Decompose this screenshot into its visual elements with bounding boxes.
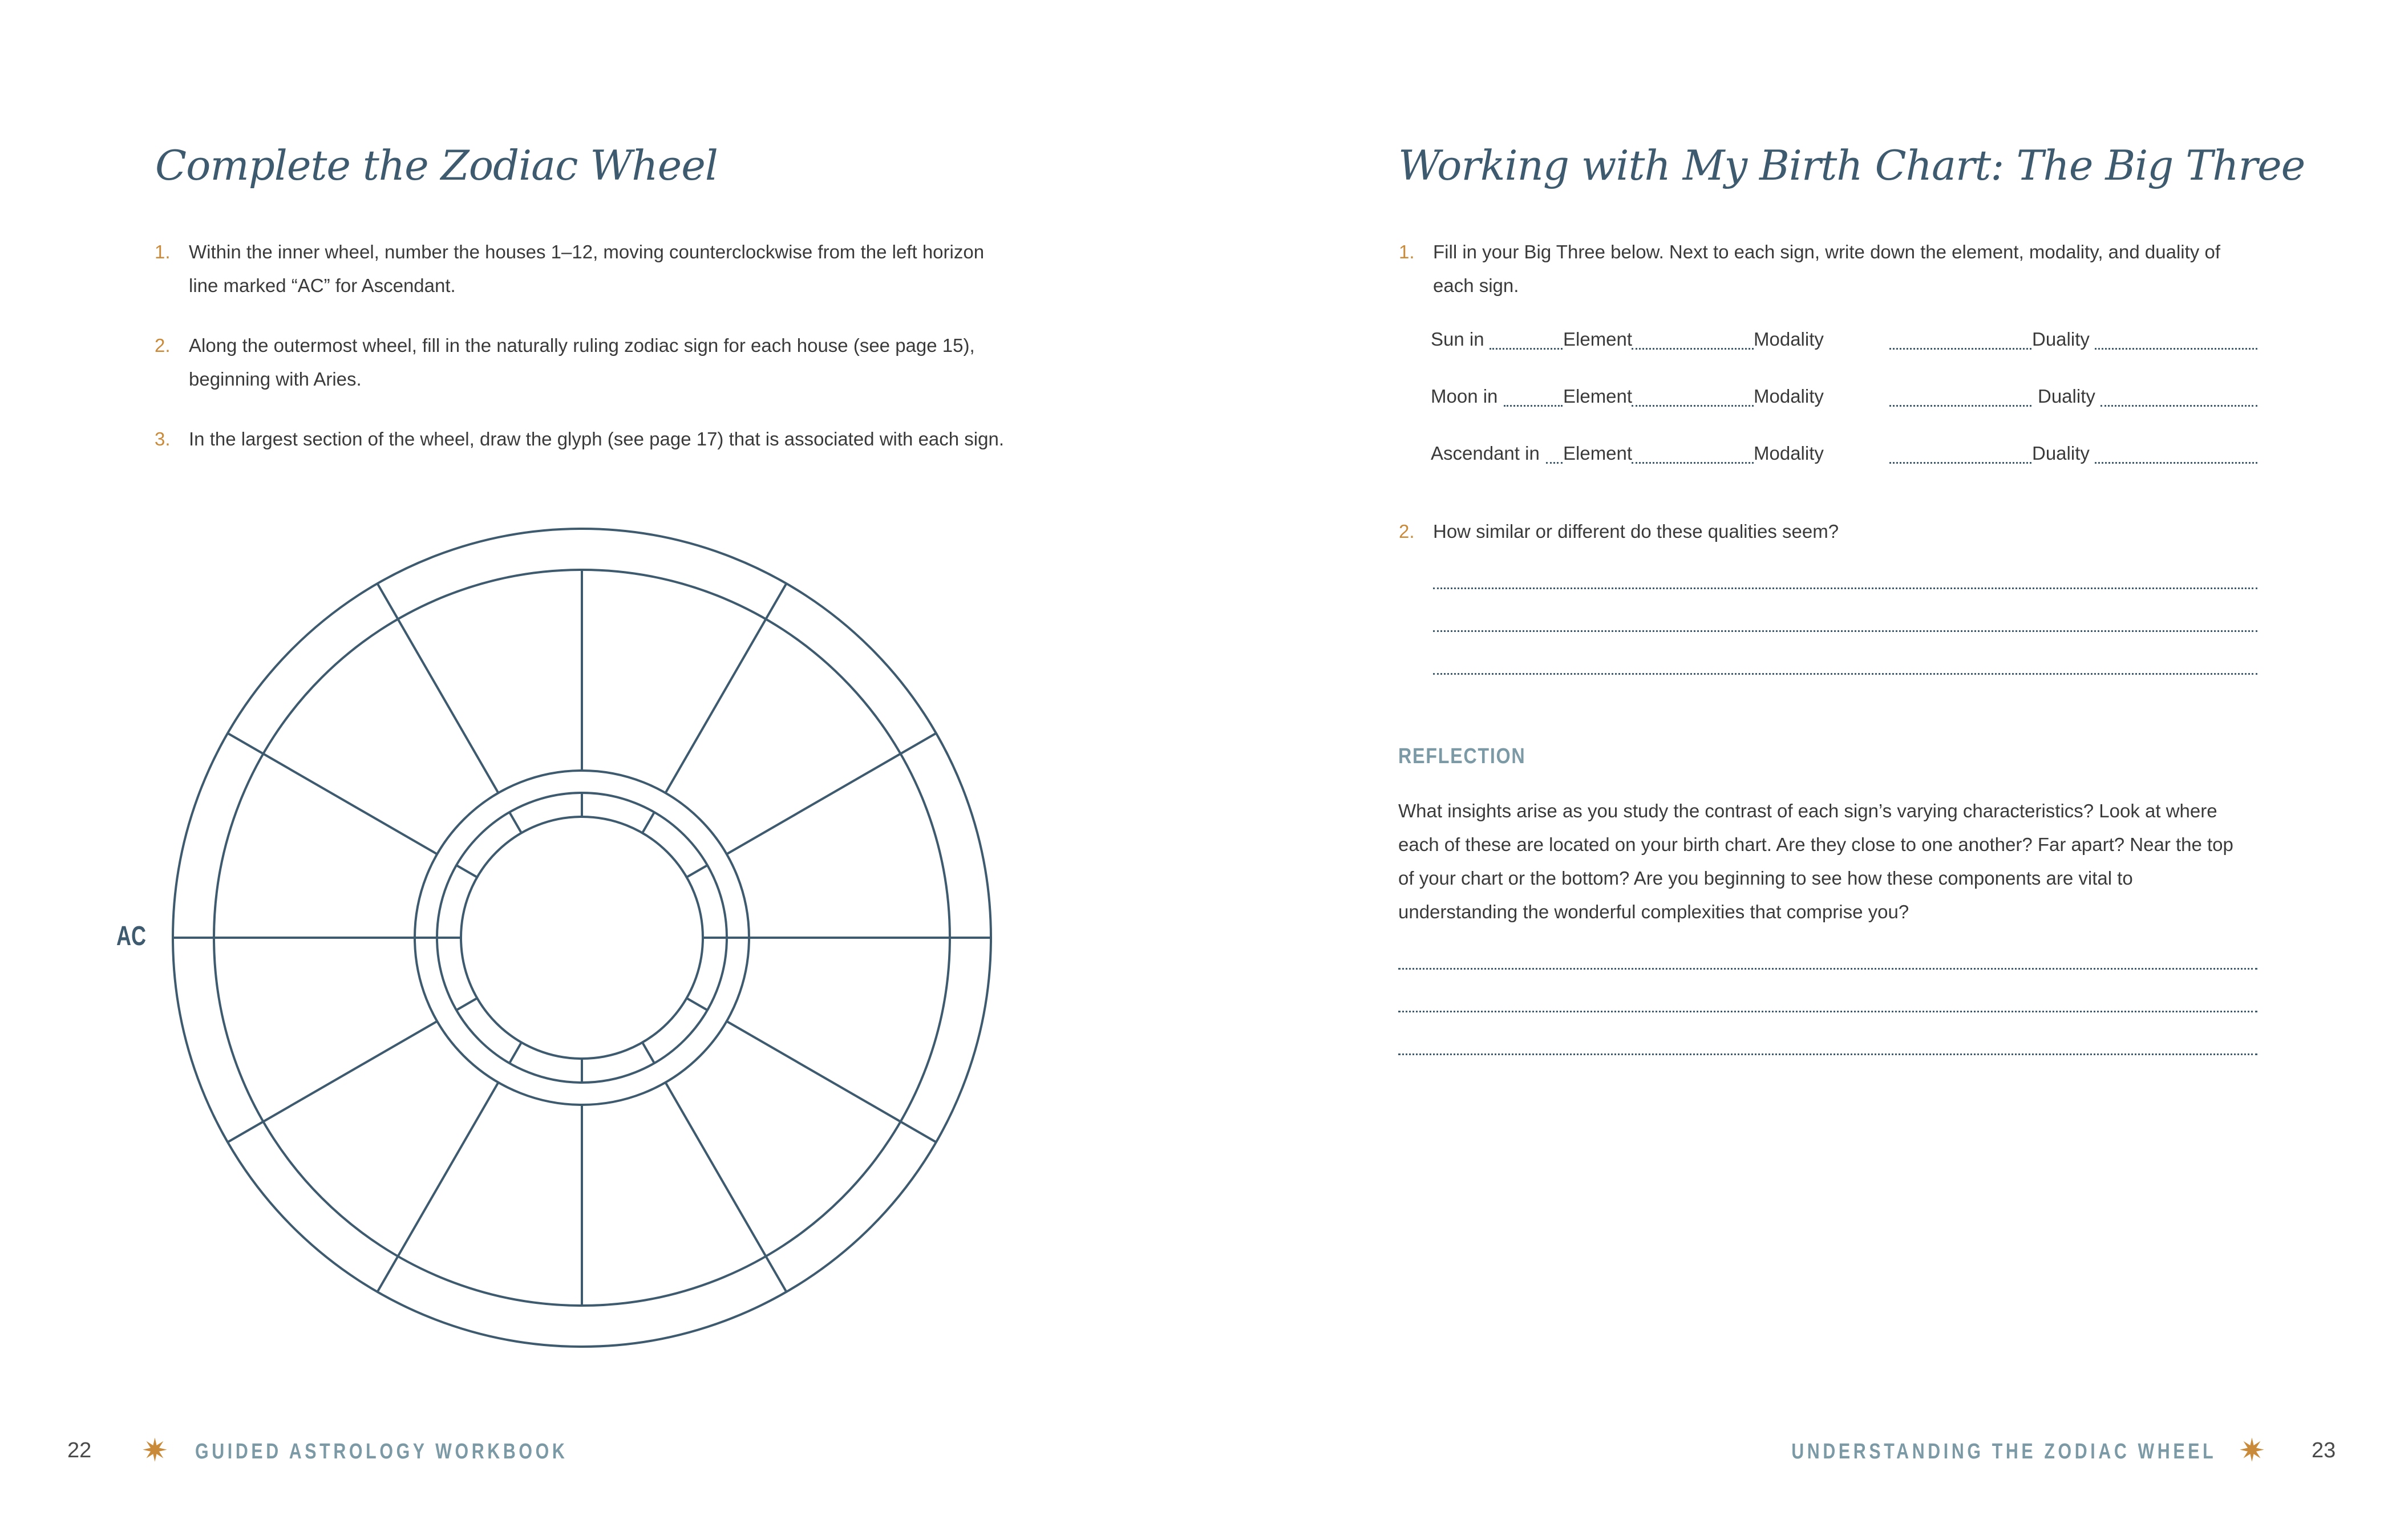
modality-blank[interactable] [1889, 405, 2031, 407]
house-divider [666, 1083, 766, 1257]
house-divider [398, 1083, 499, 1257]
ascendant-label: AC [116, 921, 146, 951]
sign-divider [228, 1122, 263, 1142]
duality-blank[interactable] [2100, 405, 2257, 407]
sign-label: Ascendant in [1431, 443, 1540, 464]
modality-blank[interactable] [1889, 348, 2031, 350]
house-divider [456, 865, 477, 877]
modality-label: Modality [1754, 386, 1824, 407]
instruction-number: 3. [155, 428, 171, 449]
question-number: 1. [1399, 241, 1415, 262]
house-divider [509, 1043, 521, 1063]
house-divider [687, 865, 707, 877]
duality-blank[interactable] [2095, 348, 2257, 350]
house-divider [456, 998, 477, 1010]
instruction-number: 1. [155, 241, 171, 262]
element-blank[interactable] [1632, 348, 1754, 350]
right-page-title: Working with My Birth Chart: The Big Three [1398, 141, 2305, 189]
sign-divider [228, 733, 263, 754]
star-icon: ✷ [141, 1432, 168, 1468]
house-divider [509, 812, 521, 833]
sign-blank[interactable] [1546, 462, 1563, 464]
sign-divider [766, 1257, 787, 1292]
page-number-right: 23 [2312, 1438, 2336, 1462]
sign-divider [766, 583, 787, 619]
question-text: How similar or different do these qualities seem? [1433, 521, 1839, 542]
house-divider [727, 1022, 901, 1122]
house-divider [727, 754, 901, 854]
element-blank[interactable] [1632, 405, 1754, 407]
modality-label: Modality [1754, 443, 1824, 464]
reflection-heading: REFLECTION [1398, 744, 1526, 768]
house-divider [687, 998, 707, 1010]
answer-line[interactable] [1433, 673, 2257, 675]
sign-divider [378, 583, 398, 619]
house-divider [642, 812, 654, 833]
duality-label: Duality [2032, 443, 2090, 464]
instruction-text: Along the outermost wheel, fill in the naturally ruling zodiac sign for each house (see page 15), beginning with Aries. [189, 335, 975, 390]
reflection-text: What insights arise as you study the contrast of each sign’s varying characteristics? Look at where each of these are located on your birth chart. Are they close to one another? Far apart? Near the top of your chart or the bottom? Are you beginning to see how these components are vital to understanding the wonderful complexities that comprise you? [1398, 800, 2233, 922]
wheel-ring-5 [461, 817, 703, 1059]
house-divider [398, 619, 499, 793]
element-label: Element [1563, 443, 1633, 464]
duality-label: Duality [2038, 386, 2095, 407]
star-icon: ✷ [2239, 1432, 2265, 1468]
reflection-line[interactable] [1398, 1011, 2257, 1012]
sign-divider [378, 1257, 398, 1292]
answer-line[interactable] [1433, 630, 2257, 632]
instruction-number: 2. [155, 335, 171, 356]
element-blank[interactable] [1632, 462, 1754, 464]
answer-line[interactable] [1433, 587, 2257, 589]
duality-blank[interactable] [2095, 462, 2257, 464]
modality-blank[interactable] [1889, 462, 2031, 464]
sign-blank[interactable] [1490, 348, 1563, 350]
wheel-ring-4 [437, 793, 727, 1083]
modality-label: Modality [1754, 329, 1824, 350]
house-divider [263, 1022, 437, 1122]
left-page-title: Complete the Zodiac Wheel [155, 141, 718, 189]
page-number-left: 22 [67, 1438, 92, 1462]
sign-label: Moon in [1431, 386, 1498, 407]
instruction-text: Within the inner wheel, number the houses 1–12, moving counterclockwise from the left horizon line marked “AC” for Ascendant. [189, 241, 985, 296]
duality-label: Duality [2032, 329, 2090, 350]
sign-divider [901, 1122, 936, 1142]
element-label: Element [1563, 329, 1633, 350]
house-divider [642, 1043, 654, 1063]
question-2 [1399, 514, 2255, 548]
sign-label: Sun in [1431, 329, 1484, 350]
footer-right: UNDERSTANDING THE ZODIAC WHEEL [1791, 1440, 2216, 1464]
wheel-ring-3 [415, 771, 749, 1105]
footer-left: GUIDED ASTROLOGY WORKBOOK [195, 1440, 568, 1464]
house-divider [666, 619, 766, 793]
element-label: Element [1563, 386, 1633, 407]
question-number: 2. [1399, 521, 1415, 542]
sign-blank[interactable] [1504, 405, 1563, 407]
sign-divider [901, 733, 936, 754]
reflection-line[interactable] [1398, 968, 2257, 970]
reflection-line[interactable] [1398, 1053, 2257, 1055]
house-divider [263, 754, 437, 854]
question-1 [1399, 235, 2255, 302]
instruction-text: In the largest section of the wheel, draw the glyph (see page 17) that is associated with each sign. [189, 428, 1005, 449]
question-text: Fill in your Big Three below. Next to each sign, write down the element, modality, and duality of each sign. [1433, 241, 2220, 296]
